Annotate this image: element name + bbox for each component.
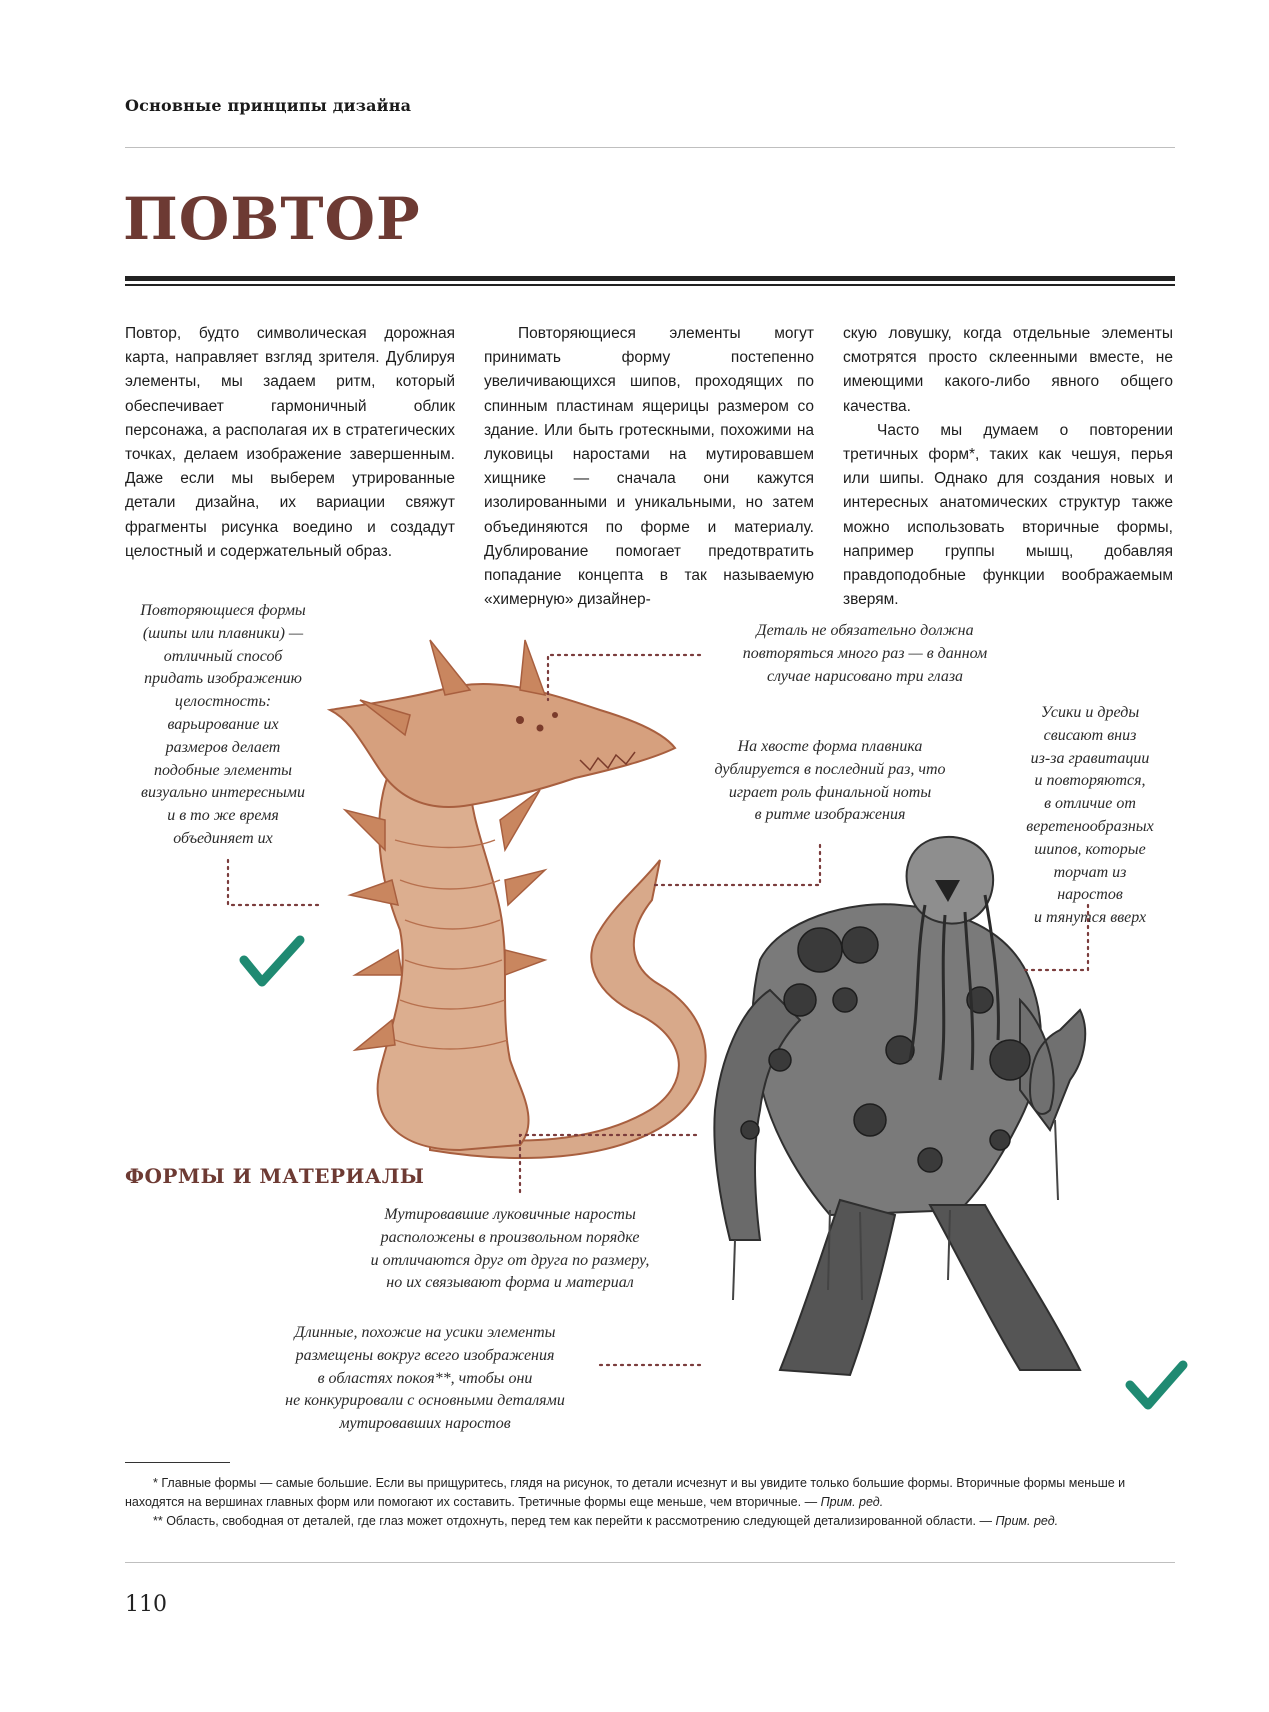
footnotes xyxy=(125,1474,1175,1531)
paragraph: Повторяющиеся элементы могут принимать форму постепенно увеличивающихся шипов, проходящих по спинным пластинам ящерицы размером со здание. Или быть гротескными, похожими на луковицы наростами на мутировавшем хищнике — сначала они кажутся изолированными и уникальными, но затем объединяются по форме и материалу. Дублирование помогает предотвратить попадание концепта в так называемую «химерную» дизайнер- xyxy=(484,325,814,609)
footnote-editor-note: Прим. ред. xyxy=(995,1514,1059,1528)
footer-rule xyxy=(125,1562,1175,1563)
footnote-text: ** Область, свободная от деталей, где глаз может отдохнуть, перед тем как перейти к рассмотрению следующей детализированной области. — xyxy=(153,1514,992,1528)
footnote-editor-note: Прим. ред. xyxy=(820,1495,884,1509)
page-number: 110 xyxy=(125,1592,167,1617)
paragraph: Повтор, будто символическая дорожная карта, направляет взгляд зрителя. Дублируя элементы, мы задаем ритм, который обеспечивает гармоничный облик персонажа, а располагая их в стратегических точках, делаем изображение завершенным. Даже если мы выберем утрированные детали дизайна, их вариации свяжут фрагменты рисунка воедино и создадут целостный и содержательный образ. xyxy=(125,325,455,560)
checkmark-icon xyxy=(244,940,300,982)
page-title: ПОВТОР xyxy=(123,185,421,253)
caption-dreads: Усики и дреды свисают вниз из-за гравитации и повторяются, в отличие от веретенообразных шипов, которые торчат из наростов и тянутся вверх xyxy=(1026,704,1154,927)
caption-spikes: Повторяющиеся формы (шипы или плавники) — отличный способ придать изображению целостность: варьирование их размеров делает подобные элементы визуально интересными и в то же время объединяет их xyxy=(140,602,306,847)
caption-tendrils: Длинные, похожие на усики элементы размещены вокруг всего изображения в областях покоя**, чтобы они не конкурировали с основными деталями мутировавших наростов xyxy=(285,1324,565,1433)
footnote-text: * Главные формы — самые большие. Если вы прищуритесь, глядя на рисунок, то детали исчезнут и вы увидите только большие формы. Вторичные формы меньше и находятся на вершинах главных форм или помогают их составить. Третичные формы еще меньше, чем вторичные. — xyxy=(125,1476,1126,1509)
section-heading: ФОРМЫ И МАТЕРИАЛЫ xyxy=(125,1164,425,1188)
caption-tail: На хвосте форма плавника дублируется в последний раз, что играет роль финальной ноты в ритме изображения xyxy=(714,738,946,824)
paragraph: Часто мы думаем о повторении третичных форм*, таких как чешуя, перья или шипы. Однако для создания новых и интересных анатомических структур также можно использовать вторичные формы, например группы мышц, добавляя правдоподобные функции воображаемым зверям. xyxy=(843,421,1173,609)
creature-serpent-illustration xyxy=(330,640,706,1158)
checkmark-icon xyxy=(1130,1365,1183,1405)
footnote-rule xyxy=(125,1462,230,1463)
paragraph: скую ловушку, когда отдельные элементы смотрятся просто склеенными вместе, не имеющими какого-либо явного общего качества. xyxy=(843,325,1173,415)
caption-growths: Мутировавшие луковичные наросты расположены в произвольном порядке и отличаются друг от друга по размеру, но их связывают форма и материал xyxy=(370,1206,650,1292)
caption-eyes: Деталь не обязательно должна повторяться много раз — в данном случае нарисовано три глаза xyxy=(742,622,988,685)
footnote-1 xyxy=(125,1474,1175,1512)
footnote-2 xyxy=(125,1512,1175,1531)
running-head: Основные принципы дизайна xyxy=(125,96,412,115)
